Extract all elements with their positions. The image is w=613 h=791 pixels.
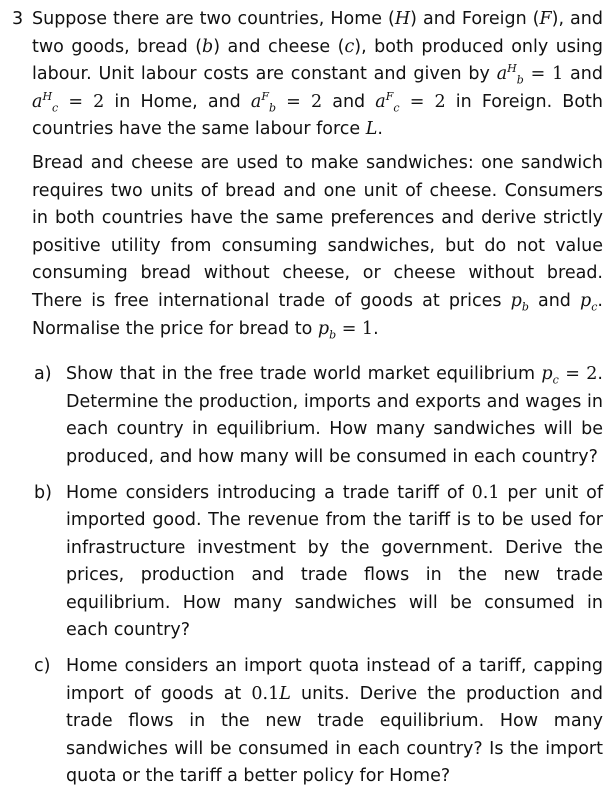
intro-text-10: . [377,119,383,140]
subquestion-label: c) [34,656,51,677]
cost-home-bread-value: = 1 [530,64,564,85]
para2-text-3: . Normalise the price for bread to [32,290,603,339]
intro-text-1: Suppose there are two countries, Home ( [32,9,395,29]
intro-text-5: ), both produced only using labour. Unit labour costs are constant and given by [32,36,603,85]
cost-sub: b [516,73,524,87]
price-bread-value: = 1 [341,318,374,339]
cost-foreign-bread-value: = 2 [286,91,323,112]
part-a-text-1: Show that in the free trade world market equilibrium [66,364,542,385]
cost-sub: c [393,101,400,115]
symbol-foreign: F [539,9,552,29]
price-cheese-value: = 2 [565,364,598,385]
subquestion-label: a) [34,364,52,385]
cost-foreign-bread [250,89,277,115]
intro-text-7: in Home, and [104,91,251,112]
price-var: p [541,364,553,385]
intro-text-4: ) and cheese ( [213,36,345,57]
price-var: p [510,290,522,311]
subquestion-text [66,361,603,471]
intro-text-9: in Foreign. Both countries have the same labour force [32,91,603,140]
intro-text-3: ), and two goods, bread ( [32,9,603,57]
cost-var: a [375,91,386,112]
intro-text-6: and [563,64,603,85]
price-bread-normalised [317,318,337,342]
part-c-text-1: Home considers an import quota instead of a tariff, capping import of goods at [66,656,603,704]
subquestion-label: b) [34,482,52,503]
price-bread [510,290,529,314]
cost-sup: H [507,62,517,76]
price-cheese [541,364,559,387]
cost-foreign-cheese [375,89,400,115]
cost-foreign-cheese-value: = 2 [409,91,446,112]
intro-paragraph [32,6,603,144]
para2-text-2: and [528,290,581,311]
price-cheese [580,290,598,314]
part-b-text-2: per unit of imported good. The revenue from the tariff is to be used for infrastructure investment by the government. Derive the prices, production and trade flows in the new trade equilibrium. How many sandwiches will be consumed in each country? [66,482,603,641]
cost-sup: F [385,89,394,103]
symbol-labour-force: L [279,683,291,704]
question-number: 3 [12,9,24,29]
subquestion-text [66,653,603,791]
quota-value: 0.1 [251,683,280,704]
symbol-bread: b [202,36,214,57]
subquestion-a [34,361,603,471]
price-sub: b [329,328,337,342]
cost-sub: c [52,101,59,115]
cost-var: a [496,64,508,85]
tariff-value: 0.1 [471,482,500,503]
price-sub: c [591,300,598,314]
subquestion-text [66,480,603,646]
price-var: p [317,318,330,339]
question-3 [12,6,603,343]
symbol-labour-force: L [365,119,378,140]
part-b-text-1: Home considers introducing a trade tariff of [66,482,472,503]
part-c-text-2: units. Derive the production and trade flows in the new trade equilibrium. How many sandwiches will be consumed in each country? Is the import quota or the tariff a better policy for Home? [66,683,604,787]
price-var: p [580,290,592,311]
intro-text-8: and [322,91,376,112]
symbol-cheese: c [344,36,355,57]
cost-var: a [32,91,43,112]
subquestion-list [34,361,603,791]
cost-home-bread [496,62,524,87]
subquestion-c [34,653,603,791]
cost-sup: F [261,89,269,103]
cost-sub: b [268,101,277,115]
price-sub: c [552,373,559,387]
sandwich-paragraph [32,150,603,343]
para2-text-4: . [373,318,379,339]
question-body [32,6,603,343]
cost-var: a [250,91,262,112]
intro-text-2: ) and Foreign ( [410,9,540,29]
para2-text-1: Bread and cheese are used to make sandwiches: one sandwich requires two units of bread and one unit of cheese. Consumers in both countries have the same preferences and derive strictly positive utility from consuming sandwiches, but do not value consuming bread without cheese, or cheese without bread. There is free international trade of goods at prices [32,152,603,311]
cost-home-cheese-value: = 2 [68,91,105,112]
symbol-home: H [394,9,411,29]
price-sub: b [521,300,529,314]
subquestion-b [34,480,603,646]
part-a-text-2: . Determine the production, imports and exports and wages in each country in equilibrium. How many sandwiches will be produced, and how many will be consumed in each country? [66,364,603,467]
cost-sup: H [42,89,53,103]
cost-home-cheese [32,89,59,115]
